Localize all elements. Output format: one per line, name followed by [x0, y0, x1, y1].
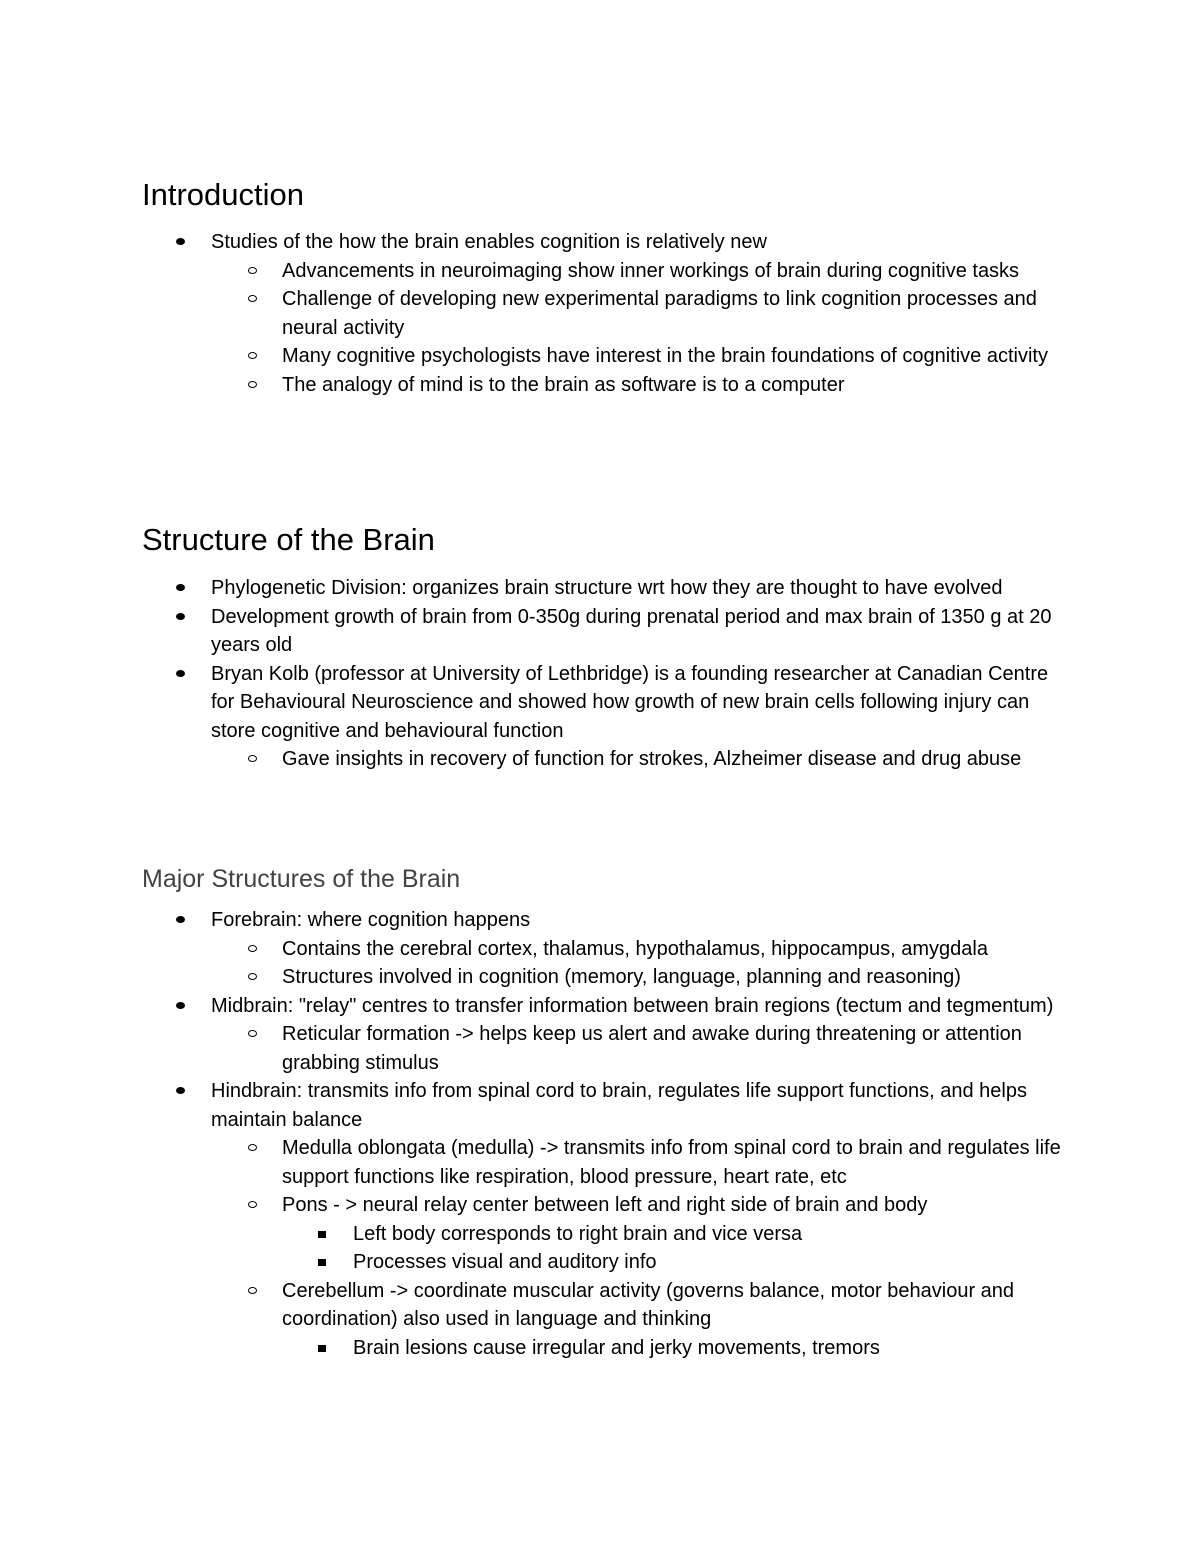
circle-bullet-icon — [248, 1020, 260, 1048]
disc-bullet-icon — [176, 228, 186, 256]
list-item: Hindbrain: transmits info from spinal cord to brain, regulates life support functions, and helps maintain balance — [0, 1077, 1061, 1134]
list-item: Contains the cerebral cortex, thalamus, hypothalamus, hippocampus, amygdala — [0, 935, 1062, 964]
square-bullet-icon — [318, 1220, 328, 1248]
list-item: Midbrain: "relay" centres to transfer information between brain regions (tectum and tegmentum) — [0, 992, 1061, 1021]
circle-bullet-icon — [248, 1277, 260, 1305]
list-item: Processes visual and auditory info — [0, 1248, 1063, 1277]
list-item: Challenge of developing new experimental paradigms to link cognition processes and neural activity — [0, 285, 1062, 342]
circle-bullet-icon — [248, 285, 260, 313]
heading-major-structures: Major Structures of the Brain — [142, 865, 461, 893]
disc-bullet-icon — [176, 992, 186, 1020]
circle-bullet-icon — [248, 935, 260, 963]
disc-bullet-icon — [176, 603, 186, 631]
list-item: Many cognitive psychologists have interest in the brain foundations of cognitive activity — [0, 342, 1062, 371]
circle-bullet-icon — [248, 371, 260, 399]
major-structures-list — [0, 906, 1200, 1362]
disc-bullet-icon — [176, 574, 186, 602]
list-item: Cerebellum -> coordinate muscular activity (governs balance, motor behaviour and coordination) also used in language and thinking — [0, 1277, 1062, 1334]
circle-bullet-icon — [248, 257, 260, 285]
list-item: Gave insights in recovery of function for strokes, Alzheimer disease and drug abuse — [0, 745, 1062, 774]
list-item: Pons - > neural relay center between left and right side of brain and body — [0, 1191, 1062, 1220]
list-item: Medulla oblongata (medulla) -> transmits info from spinal cord to brain and regulates life support functions like respiration, blood pressure, heart rate, etc — [0, 1134, 1062, 1191]
disc-bullet-icon — [176, 660, 186, 688]
list-item: Studies of the how the brain enables cognition is relatively new — [0, 228, 1061, 257]
circle-bullet-icon — [248, 963, 260, 991]
heading-introduction: Introduction — [142, 177, 304, 212]
list-item: Reticular formation -> helps keep us alert and awake during threatening or attention grabbing stimulus — [0, 1020, 1062, 1077]
list-item: Left body corresponds to right brain and vice versa — [0, 1220, 1063, 1249]
disc-bullet-icon — [176, 1077, 186, 1105]
list-item: Advancements in neuroimaging show inner workings of brain during cognitive tasks — [0, 257, 1062, 286]
disc-bullet-icon — [176, 906, 186, 934]
list-item: Structures involved in cognition (memory, language, planning and reasoning) — [0, 963, 1062, 992]
list-item: Phylogenetic Division: organizes brain structure wrt how they are thought to have evolved — [0, 574, 1061, 603]
square-bullet-icon — [318, 1248, 328, 1276]
heading-structure-of-the-brain: Structure of the Brain — [142, 522, 435, 557]
circle-bullet-icon — [248, 1134, 260, 1162]
list-item: The analogy of mind is to the brain as software is to a computer — [0, 371, 1062, 400]
list-item: Bryan Kolb (professor at University of Lethbridge) is a founding researcher at Canadian Centre for Behavioural Neuroscience and showed how growth of new brain cells following injury can store cognitive and behavioural function — [0, 660, 1061, 746]
square-bullet-icon — [318, 1334, 328, 1362]
circle-bullet-icon — [248, 745, 260, 773]
list-item: Forebrain: where cognition happens — [0, 906, 1061, 935]
circle-bullet-icon — [248, 342, 260, 370]
list-item: Development growth of brain from 0-350g during prenatal period and max brain of 1350 g at 20 years old — [0, 603, 1061, 660]
list-item: Brain lesions cause irregular and jerky movements, tremors — [0, 1334, 1063, 1363]
introduction-list — [0, 228, 1200, 399]
structure-list — [0, 574, 1200, 774]
circle-bullet-icon — [248, 1191, 260, 1219]
